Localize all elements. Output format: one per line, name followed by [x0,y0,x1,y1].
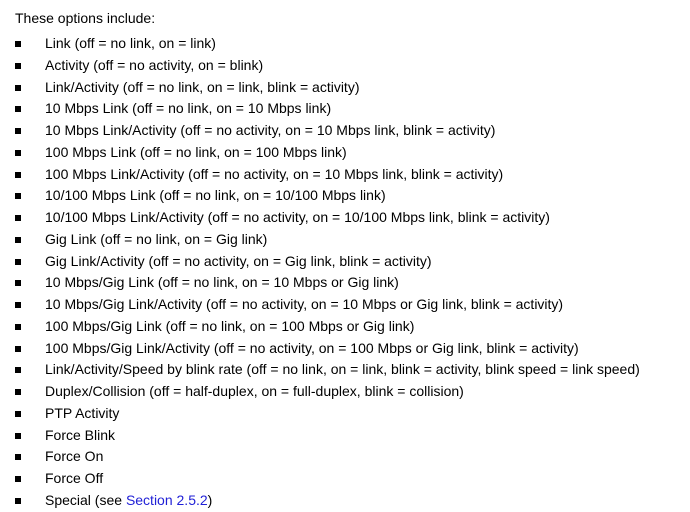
list-item-text: Force Blink [45,426,116,443]
special-prefix: Special (see [45,491,126,508]
bullet-icon [15,259,21,265]
bullet-icon [15,346,21,352]
bullet-icon [15,106,21,112]
bullet-icon [15,454,21,460]
list-item-text: Link/Activity (off = no link, on = link, blink = activity) [45,78,360,95]
bullet-icon [15,411,21,417]
list-item-text: 10 Mbps Link/Activity (off = no activity, on = 10 Mbps link, blink = activity) [45,122,496,138]
list-item-text: 10 Mbps/Gig Link/Activity (off = no activity, on = 10 Mbps or Gig link, blink = activity) [45,296,564,312]
list-item-text: 10/100 Mbps Link/Activity (off = no activity, on = 10/100 Mbps link, blink = activity) [45,209,550,225]
bullet-icon [15,237,21,243]
special-suffix: ) [207,491,213,508]
intro-text: These options include: [15,10,156,26]
bullet-icon [15,215,21,221]
section-2-5-2-link[interactable]: Section 2.5.2 [125,491,208,508]
bullet-icon [15,476,21,482]
list-item-text: 10 Mbps Link (off = no link, on = 10 Mbps link) [45,100,332,117]
bullet-icon [15,280,21,286]
list-item-text: 10/100 Mbps Link (off = no link, on = 10/100 Mbps link) [45,187,386,204]
bullet-icon [15,85,21,91]
list-item-text: Activity (off = no activity, on = blink) [45,56,264,73]
bullet-icon [15,389,21,395]
bullet-icon [15,41,21,47]
bullet-icon [15,63,21,69]
list-item-text: Gig Link/Activity (off = no activity, on = Gig link, blink = activity) [45,252,432,269]
bullet-icon [15,324,21,330]
list-item-text: Force Off [45,470,104,486]
bullet-icon [15,498,21,504]
list-item-text: 100 Mbps/Gig Link (off = no link, on = 100 Mbps or Gig link) [45,317,415,334]
bullet-icon [15,150,21,156]
list-item-text: Link (off = no link, on = link) [45,35,216,51]
list-item-text: PTP Activity [45,404,120,421]
list-item-text: Link/Activity/Speed by blink rate (off = no link, on = link, blink = activity, blink speed = link speed) [45,361,640,378]
list-item-text: Gig Link (off = no link, on = Gig link) [45,230,268,247]
list-item-text: 100 Mbps/Gig Link/Activity (off = no activity, on = 100 Mbps or Gig link, blink = activity) [45,339,579,356]
list-item-text [45,490,212,512]
list-item-text: 100 Mbps Link (off = no link, on = 100 Mbps link) [45,143,347,160]
bullet-icon [15,128,21,134]
list-item-text: 100 Mbps Link/Activity (off = no activity, on = 10 Mbps link, blink = activity) [45,165,504,182]
bullet-icon [15,172,21,178]
bullet-icon [15,433,21,439]
bullet-icon [15,302,21,308]
list-item-text: 10 Mbps/Gig Link (off = no link, on = 10 Mbps or Gig link) [45,274,399,291]
bullet-icon [15,367,21,373]
bullet-icon [15,193,21,199]
list-item-text: Duplex/Collision (off = half-duplex, on = full-duplex, blink = collision) [45,383,464,399]
list-item-text: Force On [45,448,104,465]
